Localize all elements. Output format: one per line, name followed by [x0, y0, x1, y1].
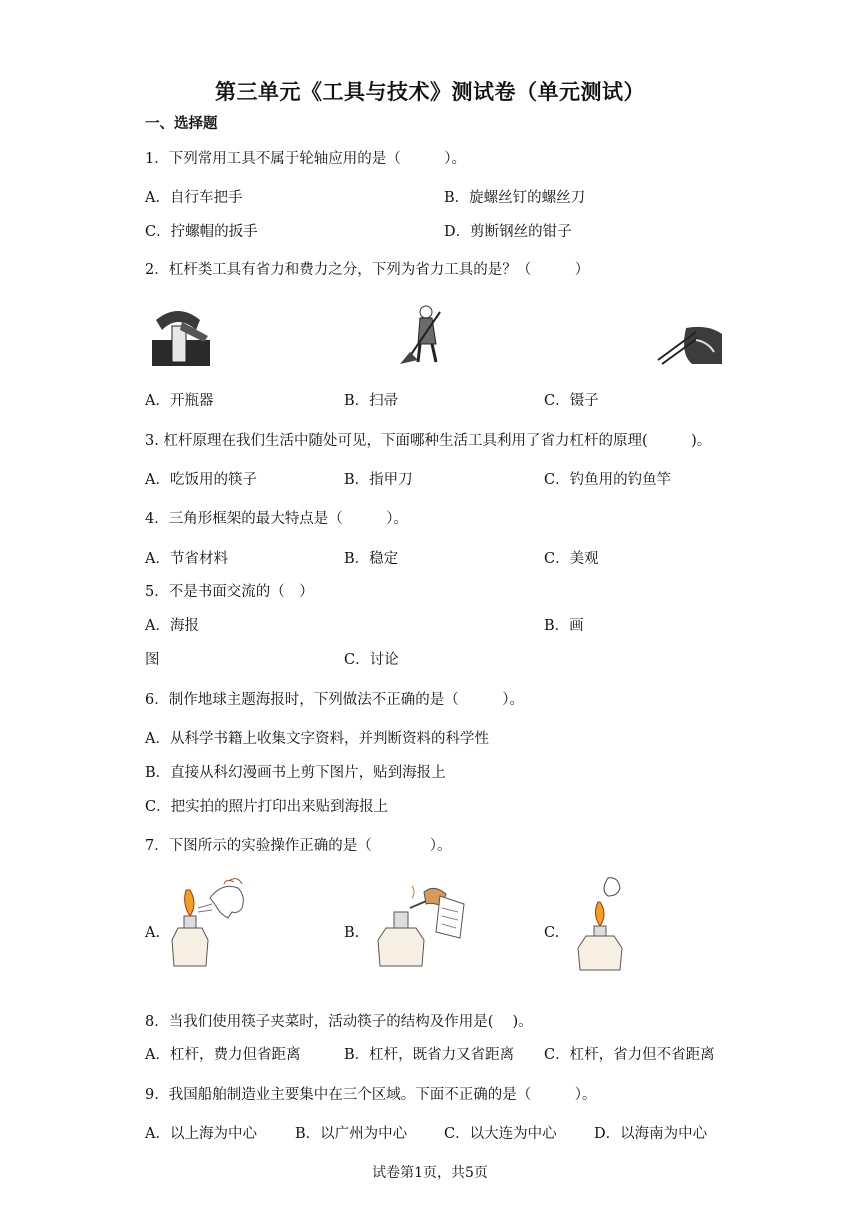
question-8-option-b[interactable]: B．杠杆，既省力又省距离 [344, 1047, 515, 1063]
question-9-stem: 9．我国船舶制造业主要集中在三个区域。下面不正确的是（ ）。 [145, 1087, 597, 1103]
question-8-option-c[interactable]: C．杠杆，省力但不省距离 [544, 1047, 715, 1063]
question-4-option-a[interactable]: A．节省材料 [145, 551, 228, 567]
question-6-stem: 6．制作地球主题海报时，下列做法不正确的是（ ）。 [145, 692, 524, 708]
question-2-stem: 2．杠杆类工具有省力和费力之分，下列为省力工具的是？（ ） [145, 262, 590, 278]
question-1-stem: 1．下列常用工具不属于轮轴应用的是（ ）。 [145, 151, 466, 167]
question-4-stem: 4．三角形框架的最大特点是（ ）。 [145, 511, 408, 527]
alcohol-lamp-blowing-illustration [164, 878, 250, 972]
question-3-option-c[interactable]: C．钓鱼用的钓鱼竿 [544, 472, 672, 488]
question-3-stem: 3. 杠杆原理在我们生活中随处可见，下面哪种生活工具利用了省力杠杆的原理( )。 [145, 433, 712, 449]
question-1-option-b[interactable]: B．旋螺丝钉的螺丝刀 [444, 190, 586, 206]
question-9-option-c[interactable]: C．以大连为中心 [444, 1126, 557, 1142]
question-9-option-a[interactable]: A．以上海为中心 [145, 1126, 257, 1142]
question-2-option-b[interactable]: B．扫帚 [344, 393, 399, 409]
question-5-option-c[interactable]: C．讨论 [344, 652, 399, 668]
question-5-option-b[interactable]: B．画 [544, 618, 584, 634]
question-6-option-b[interactable]: B．直接从科幻漫画书上剪下图片，贴到海报上 [145, 765, 446, 781]
question-1-option-d[interactable]: D．剪断钢丝的钳子 [444, 224, 572, 240]
question-7-option-b[interactable]: B. [344, 925, 360, 941]
question-1-option-c[interactable]: C．拧螺帽的扳手 [145, 224, 258, 240]
broom-sweeper-illustration [396, 304, 454, 368]
question-2-option-c[interactable]: C．镊子 [544, 393, 599, 409]
question-8-option-a[interactable]: A．杠杆，费力但省距离 [145, 1047, 301, 1063]
page-title: 第三单元《工具与技术》测试卷（单元测试） [215, 80, 645, 104]
question-6-option-c[interactable]: C．把实拍的照片打印出来贴到海报上 [145, 799, 389, 815]
question-4-option-b[interactable]: B．稳定 [344, 551, 399, 567]
question-3-option-a[interactable]: A．吃饭用的筷子 [145, 472, 257, 488]
question-9-option-d[interactable]: D．以海南为中心 [594, 1126, 708, 1142]
question-7-option-c[interactable]: C. [544, 925, 560, 941]
question-4-option-c[interactable]: C．美观 [544, 551, 599, 567]
question-8-stem: 8．当我们使用筷子夹菜时，活动筷子的结构及作用是( )。 [145, 1014, 533, 1030]
question-5-stem: 5．不是书面交流的（ ） [145, 584, 314, 600]
section-heading: 一、选择题 [145, 116, 218, 132]
bottle-opener-illustration [148, 300, 214, 370]
question-3-option-b[interactable]: B．指甲刀 [344, 472, 413, 488]
question-6-option-a[interactable]: A．从科学书籍上收集文字资料，并判断资料的科学性 [145, 731, 489, 747]
question-5-option-b-continued: 图 [145, 652, 160, 668]
question-7-stem: 7．下图所示的实验操作正确的是（ ）。 [145, 838, 452, 854]
question-7-option-a[interactable]: A. [145, 925, 161, 941]
question-9-option-b[interactable]: B．以广州为中心 [295, 1126, 408, 1142]
question-5-option-a[interactable]: A．海报 [145, 618, 199, 634]
alcohol-lamp-lighting-illustration [372, 880, 472, 972]
alcohol-lamp-extinguish-illustration [570, 874, 630, 974]
tweezers-hand-illustration [656, 318, 724, 368]
page-footer: 试卷第1页，共5页 [372, 1165, 488, 1181]
question-2-option-a[interactable]: A．开瓶器 [145, 393, 214, 409]
question-1-option-a[interactable]: A．自行车把手 [145, 190, 243, 206]
